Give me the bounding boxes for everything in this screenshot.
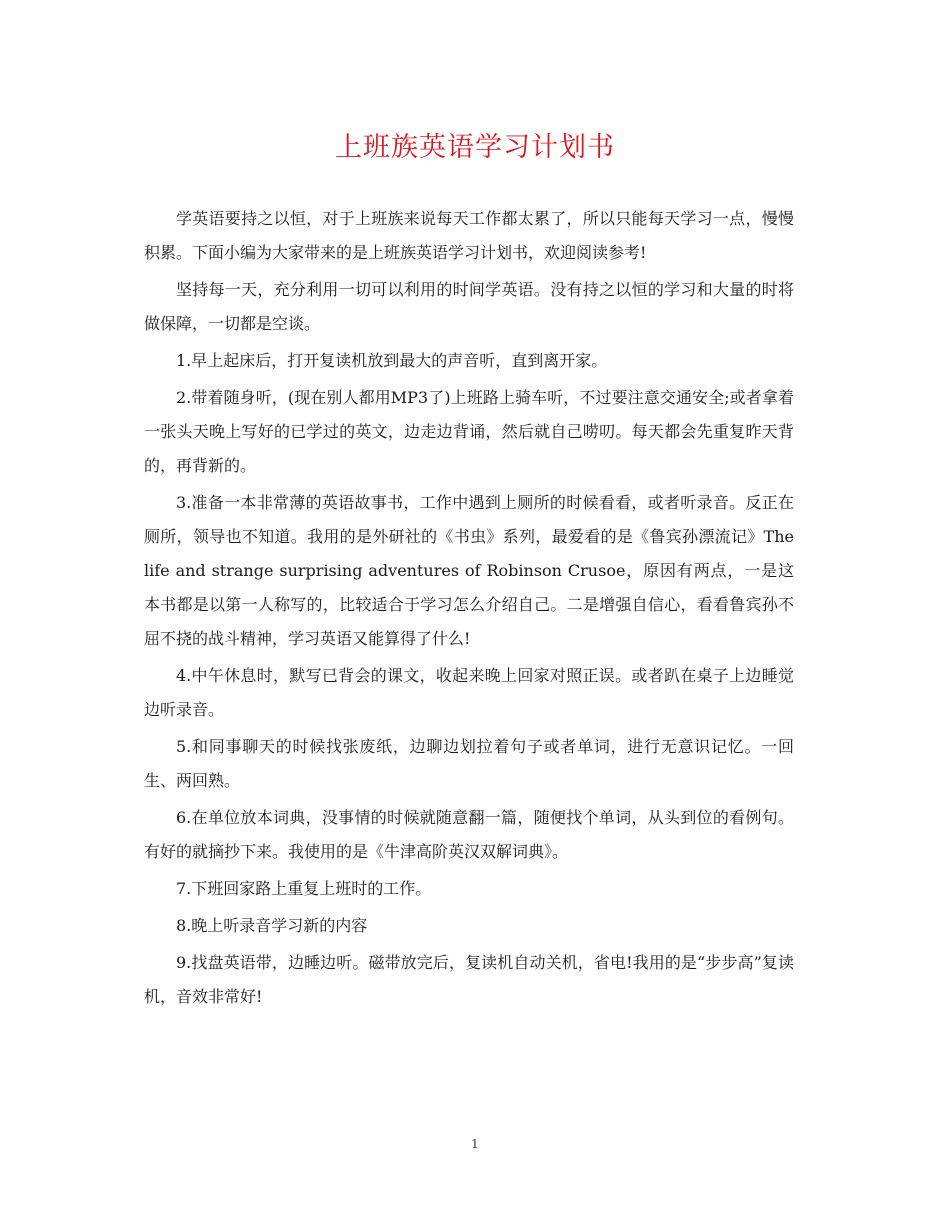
paragraph-item-8: 8.晚上听录音学习新的内容	[176, 916, 368, 935]
paragraph-item-6: 6.在单位放本词典，没事情的时候就随意翻一篇，随便找个单词，从头到位的看例句。有好的就摘抄下来。我使用的是《牛津高阶英汉双解词典》。	[144, 808, 794, 861]
paragraph-item-3: 3.准备一本非常薄的英语故事书，工作中遇到上厕所的时候看看，或者听录音。反正在厕所，领导也不知道。我用的是外研社的《书虫》系列，最爱看的是《鲁宾孙漂流记》The life and strange surprising adventures of Robinson Crusoe，原因有两点，一是这本书都是以第一人称写的，比较适合于学习怎么介绍自己。二是增强自信心，看看鲁宾孙不屈不挠的战斗精神，学习英语又能算得了什么!	[144, 493, 794, 648]
paragraph-item-5: 5.和同事聊天的时候找张废纸，边聊边划拉着句子或者单词，进行无意识记忆。一回生、两回熟。	[144, 737, 794, 790]
paragraph-item-2: 2.带着随身听，(现在别人都用MP3了)上班路上骑车听，不过要注意交通安全;或者拿着一张头天晚上写好的已学过的英文，边走边背诵，然后就自己唠叨。每天都会先重复昨天背的，再背新的。	[144, 388, 794, 475]
paragraph-item-4: 4.中午休息时，默写已背会的课文，收起来晚上回家对照正误。或者趴在桌子上边睡觉边听录音。	[144, 666, 794, 719]
paragraph-item-9: 9.找盘英语带，边睡边听。磁带放完后，复读机自动关机，省电!我用的是“步步高”复读机，音效非常好!	[144, 953, 794, 1006]
document-title: 上班族英语学习计划书	[335, 132, 615, 163]
paragraph-item-7: 7.下班回家路上重复上班时的工作。	[176, 879, 432, 898]
document-body	[144, 202, 794, 1017]
paragraph-item-1: 1.早上起床后，打开复读机放到最大的声音听，直到离开家。	[176, 351, 608, 370]
paragraph-persistence: 坚持每一天，充分利用一切可以利用的时间学英语。没有持之以恒的学习和大量的时将做保障，一切都是空谈。	[144, 280, 794, 333]
page-number: 1	[471, 1137, 479, 1151]
paragraph-intro: 学英语要持之以恒，对于上班族来说每天工作都太累了，所以只能每天学习一点，慢慢积累。下面小编为大家带来的是上班族英语学习计划书，欢迎阅读参考!	[144, 209, 794, 262]
